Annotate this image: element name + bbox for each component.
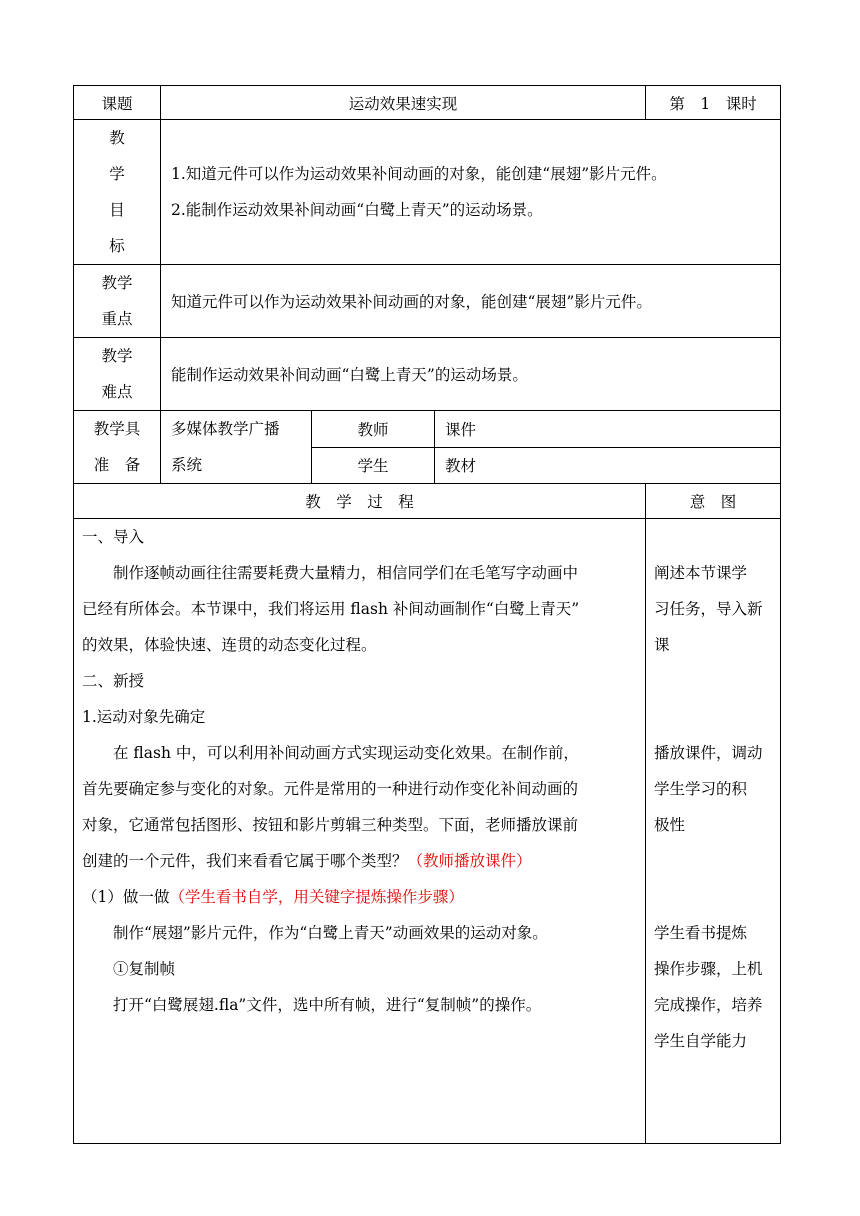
objective-item: 2.能制作运动效果补间动画“白鹭上青天”的运动场景。 bbox=[171, 201, 543, 219]
paragraph-line: 已经有所体会。本节课中，我们将运用 flash 补间动画制作“白鹭上青天” bbox=[82, 600, 580, 618]
process-header: 教 学 过 程 bbox=[74, 484, 646, 519]
paragraph-line: 打开“白鹭展翅.fla”文件，选中所有帧，进行“复制帧”的操作。 bbox=[113, 996, 542, 1014]
paragraph-line: 制作逐帧动画往往需要耗费大量精力，相信同学们在毛笔写字动画中 bbox=[113, 564, 579, 582]
topic-label: 课题 bbox=[74, 86, 161, 120]
student-value: 教材 bbox=[435, 447, 781, 484]
topic-row bbox=[74, 86, 781, 120]
section-title: 一、导入 bbox=[82, 528, 145, 546]
intent-block: 学生看书提炼 操作步骤，上机 完成操作，培养 学生自学能力 bbox=[654, 924, 763, 1050]
teacher-note: （教师播放课件） bbox=[407, 852, 532, 870]
objectives-row bbox=[74, 120, 781, 265]
section-title: 二、新授 bbox=[82, 672, 145, 690]
intent-block: 阐述本节课学 习任务，导入新 课 bbox=[654, 564, 763, 654]
difficulties-text: 能制作运动效果补间动画“白鹭上青天”的运动场景。 bbox=[161, 338, 781, 411]
intent-block: 播放课件，调动 学生学习的积 极性 bbox=[654, 744, 763, 834]
paragraph-line: 制作“展翅”影片元件，作为“白鹭上青天”动画效果的运动对象。 bbox=[113, 924, 548, 942]
lesson-count: 第 1 课时 bbox=[646, 86, 781, 120]
key-points-row bbox=[74, 265, 781, 338]
subsection-title: 1.运动对象先确定 bbox=[82, 708, 206, 726]
paragraph-line: 首先要确定参与变化的对象。元件是常用的一种进行动作变化补间动画的 bbox=[82, 780, 579, 798]
process-header-row bbox=[74, 484, 781, 519]
paragraph-line: 对象，它通常包括图形、按钮和影片剪辑三种类型。下面，老师播放课前 bbox=[82, 816, 579, 834]
step-title: （1）做一做（学生看书自学，用关键字提炼操作步骤） bbox=[82, 888, 464, 906]
teacher-label: 教师 bbox=[312, 411, 435, 448]
process-body-row bbox=[74, 519, 781, 1144]
objectives-content bbox=[161, 120, 781, 265]
key-points-label: 教学 重点 bbox=[74, 265, 161, 338]
difficulties-label: 教学 难点 bbox=[74, 338, 161, 411]
intent-content bbox=[646, 519, 781, 1144]
intent-header: 意 图 bbox=[646, 484, 781, 519]
lesson-plan-table bbox=[73, 85, 781, 1144]
student-label: 学生 bbox=[312, 447, 435, 484]
key-points-text: 知道元件可以作为运动效果补间动画的对象，能创建“展翅”影片元件。 bbox=[161, 265, 781, 338]
paragraph-line: 在 flash 中，可以利用补间动画方式实现运动变化效果。在制作前， bbox=[113, 744, 579, 762]
preparation-row-teacher bbox=[74, 411, 781, 448]
process-content bbox=[74, 519, 646, 1144]
teacher-value: 课件 bbox=[435, 411, 781, 448]
objective-item: 1.知道元件可以作为运动效果补间动画的对象，能创建“展翅”影片元件。 bbox=[171, 165, 667, 183]
student-note: （学生看书自学，用关键字提炼操作步骤） bbox=[169, 888, 464, 906]
topic-title: 运动效果速实现 bbox=[161, 86, 646, 120]
preparation-label: 教学具 准 备 bbox=[74, 411, 161, 484]
difficulties-row bbox=[74, 338, 781, 411]
substep-title: ①复制帧 bbox=[113, 960, 176, 978]
paragraph-line: 创建的一个元件，我们来看看它属于哪个类型？（教师播放课件） bbox=[82, 852, 532, 870]
preparation-tools: 多媒体教学广播 系统 bbox=[161, 411, 312, 484]
paragraph-line: 的效果，体验快速、连贯的动态变化过程。 bbox=[82, 636, 377, 654]
objectives-label: 教 学 目 标 bbox=[74, 120, 161, 265]
